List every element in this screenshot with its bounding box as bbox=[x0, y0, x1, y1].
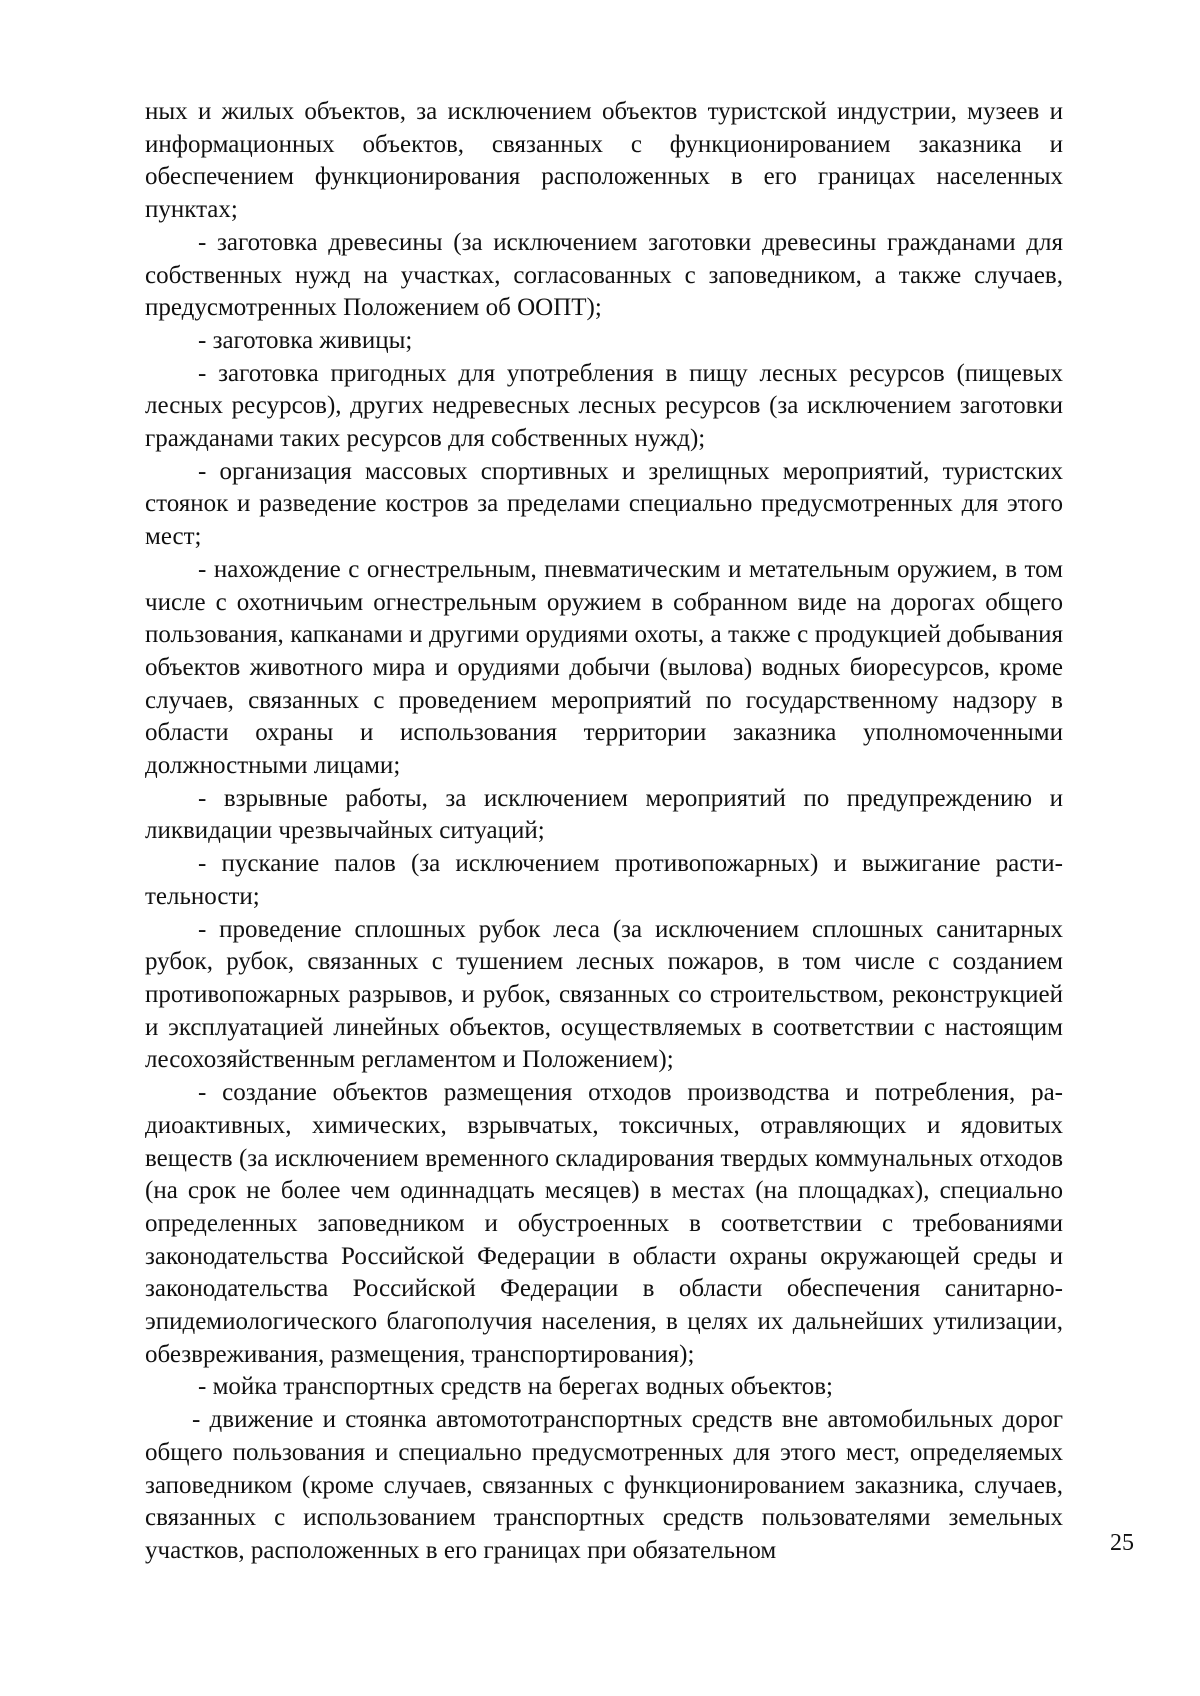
list-item-timber-harvesting: - заготовка древесины (за исключением заготовки древесины гражданами для собственных нужд на участках, согласованных с заповедником, а также случаев, предусмотренных Положением об ООПТ); bbox=[145, 228, 1063, 322]
list-item-food-resources: - заготовка пригодных для употребления в пищу лесных ресурсов (пищевых лесных ресурсов), других недревесных лесных ресурсов (за исключением заготовки гражданами таких ресурсов для собственных нужд); bbox=[145, 359, 1063, 453]
list-item-resin-harvesting: - заготовка живицы; bbox=[198, 326, 413, 354]
list-item-vehicle-movement: - движение и стоянка автомототранспортных средств вне автомобильных дорог общего пользования и специально предусмотренных для этого мест, определяемых заповедником (кроме случаев, связанных с функционированием заказника, случаев, связанных с использованием транспортных средств пользователями земельных участков, расположенных в его границах при обязательном bbox=[145, 1406, 1063, 1564]
list-item-vehicle-washing: - мойка транспортных средств на берегах водных объектов; bbox=[198, 1373, 833, 1401]
list-item-waste-disposal: - создание объектов размещения отходов производства и потребления, радиоактивных, химических, взрывчатых, токсичных, отравляющих и ядовитых веществ (за исключением временного складирования твердых коммунальных отходов (на срок не более чем одиннадцать месяцев) в местах (на площадках), специально определенных заповедником и обустроенных в соответствии с требованиями законодательства Российской Федерации в области охраны окружающей среды и законодательства Российской Федерации в области обеспечения санитарно-эпидемиологического благополучия населения, в целях их дальнейших утилизации, обезвреживания, размещения, транспортирования); bbox=[145, 1079, 1063, 1368]
paragraph-continuation: ных и жилых объектов, за исключением объектов туристской индустрии, музеев и информационных объектов, связанных с функционированием заказника и обеспечением функционирования расположенных в его границах населенных пунктах; bbox=[145, 98, 1063, 224]
document-body bbox=[145, 96, 1063, 1568]
list-item-mass-events: - организация массовых спортивных и зрелищных мероприятий, туристских стоянок и разведение костров за пределами специально предусмотренных для этого мест; bbox=[145, 457, 1063, 551]
list-item-burning: - пускание палов (за исключением противопожарных) и выжигание растительности; bbox=[145, 850, 1063, 910]
page-number: 25 bbox=[1110, 1530, 1134, 1556]
list-item-clear-cutting: - проведение сплошных рубок леса (за исключением сплошных санитарных рубок, рубок, связанных с тушением лесных пожаров, в том числе с созданием противопожарных разрывов, и рубок, связанных со строительством, реконструкцией и эксплуатацией линейных объектов, осуществляемых в соответствии с настоящим лесохозяйственным регламентом и Положением); bbox=[145, 915, 1063, 1074]
list-item-weapons: - нахождение с огнестрельным, пневматическим и метательным оружием, в том числе с охотничьим огнестрельным оружием в собранном виде на дорогах общего пользования, капканами и другими орудиями охоты, а также с продукцией добывания объектов животного мира и орудиями добычи (вылова) водных биоресурсов, кроме случаев, связанных с проведением мероприятий по государственному надзору в области охраны и использования территории заказника уполномоченными должностными лицами; bbox=[145, 555, 1063, 780]
list-item-blasting: - взрывные работы, за исключением мероприятий по предупреждению и ликвидации чрезвычайных ситуаций; bbox=[145, 784, 1063, 845]
